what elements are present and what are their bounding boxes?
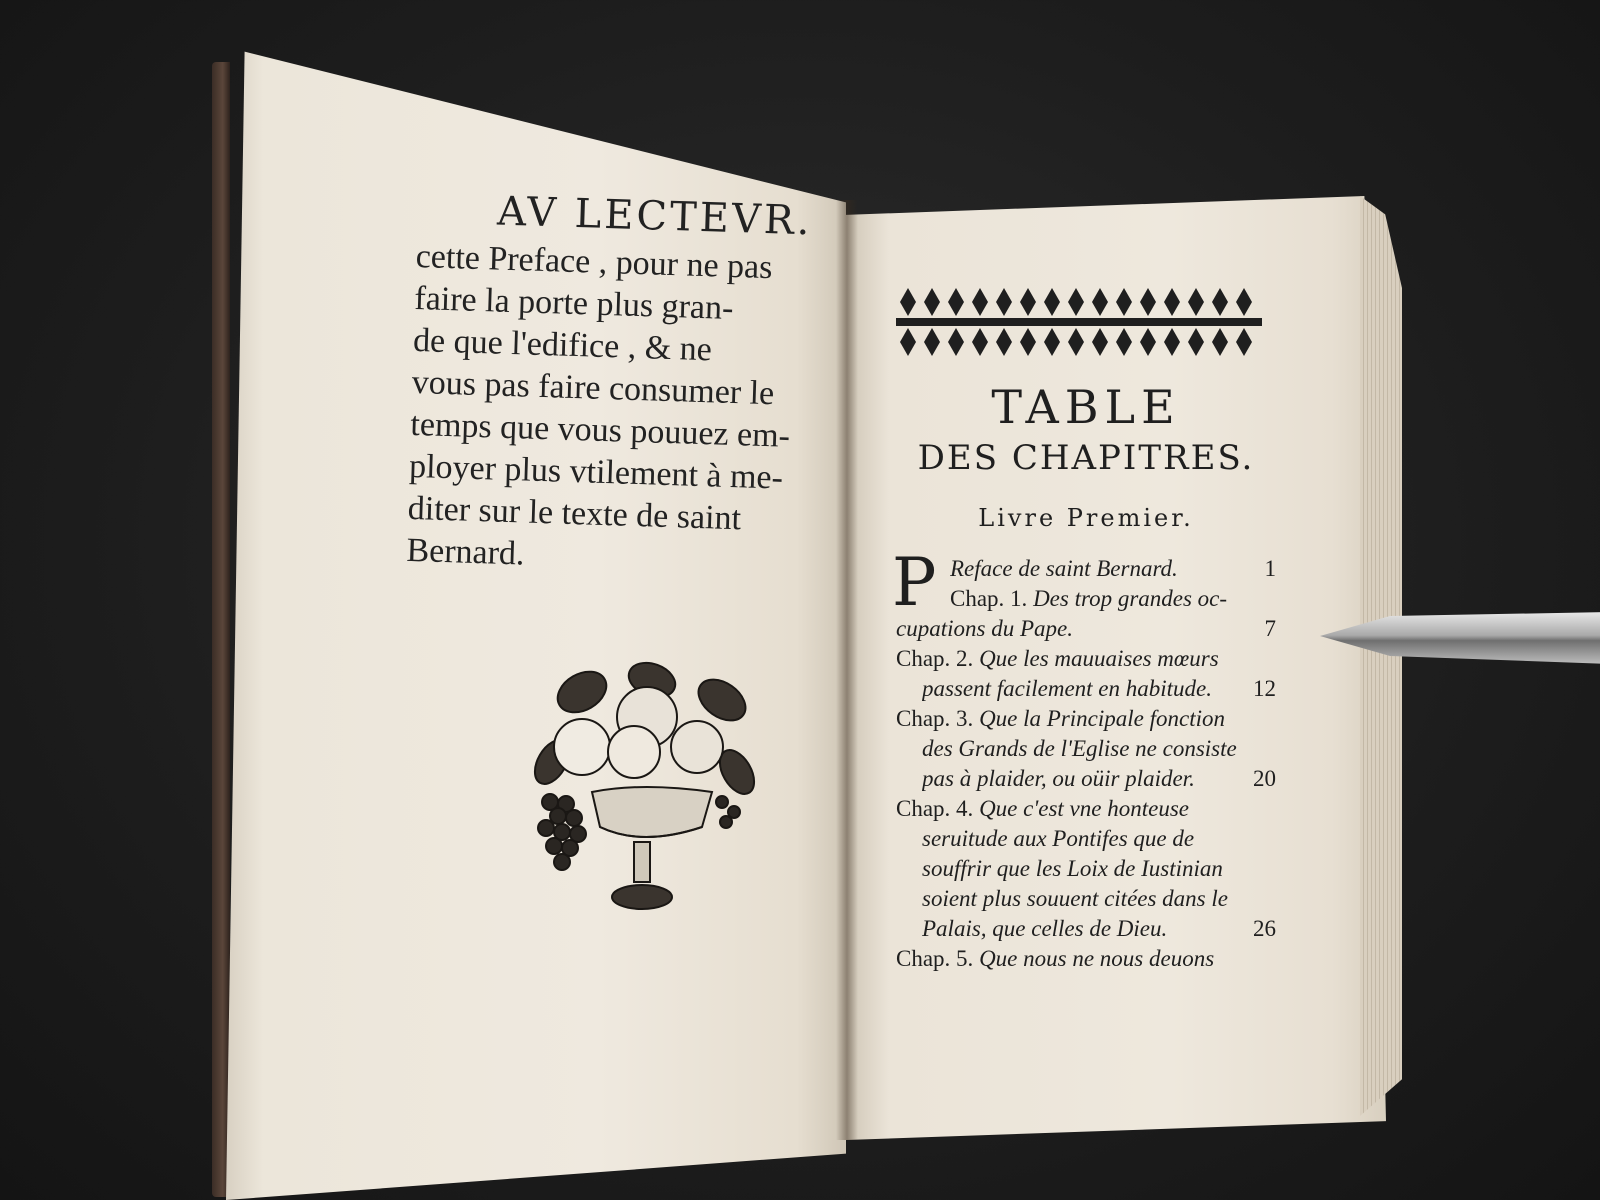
toc-line xyxy=(896,914,1276,944)
left-page-text xyxy=(406,186,818,584)
toc-page xyxy=(1246,854,1276,884)
toc-text: seruitude aux Pontifes que de xyxy=(922,826,1195,851)
toc-line xyxy=(896,944,1276,974)
toc-page: 26 xyxy=(1253,916,1276,941)
table-subtitle: DES CHAPITRES. xyxy=(917,438,1255,478)
toc-text: Que la Principale fonction xyxy=(979,706,1225,731)
toc-text: passent facilement en habitude. xyxy=(922,676,1212,701)
toc-page xyxy=(1246,794,1276,824)
toc-line xyxy=(896,854,1276,884)
toc-text: Reface de saint Bernard. xyxy=(950,556,1178,581)
toc-chapter: Chap. 3. xyxy=(896,706,974,731)
toc-page xyxy=(1246,824,1276,854)
toc-text: Que nous ne nous deuons xyxy=(979,946,1215,971)
text-line: Bernard. xyxy=(405,531,526,573)
toc-line xyxy=(896,644,1276,674)
text-line: diter sur le texte de saint xyxy=(407,489,742,538)
toc-chapter: Chap. 5. xyxy=(896,946,974,971)
toc-text: Que c'est vne honteuse xyxy=(979,796,1189,821)
fruit-basket-woodcut xyxy=(522,652,762,922)
left-page-heading: AV LECTEVR. xyxy=(496,188,814,245)
toc-line xyxy=(896,824,1276,854)
book-gutter xyxy=(836,200,858,1140)
text-line: ployer plus vtilement à me- xyxy=(408,447,784,497)
table-title: TABLE xyxy=(991,380,1181,434)
toc-text: soient plus souuent citées dans le xyxy=(922,886,1228,911)
toc-line xyxy=(896,614,1276,644)
toc-text: cupations du Pape. xyxy=(896,616,1073,641)
toc-chapter: Chap. 4. xyxy=(896,796,974,821)
text-line: cette Preface , pour ne pas xyxy=(415,237,774,287)
table-of-contents xyxy=(892,544,1276,974)
toc-text: des Grands de l'Eglise ne consiste xyxy=(922,736,1237,761)
right-page-text xyxy=(892,282,1276,974)
book-cover-edge xyxy=(212,62,230,1197)
toc-page xyxy=(1246,644,1276,674)
text-line: temps que vous pouuez em- xyxy=(409,405,791,455)
toc-text: Des trop grandes oc- xyxy=(1033,586,1228,611)
toc-page xyxy=(1246,584,1276,614)
toc-page xyxy=(1246,734,1276,764)
toc-line xyxy=(896,794,1276,824)
drop-cap: P xyxy=(892,544,937,621)
toc-text: souffrir que les Loix de Iustinian xyxy=(922,856,1223,881)
toc-text xyxy=(950,584,1246,614)
toc-page xyxy=(1246,704,1276,734)
text-line: vous pas faire consumer le xyxy=(411,363,775,413)
toc-line xyxy=(896,674,1276,704)
text-line: de que l'edifice , & ne xyxy=(412,321,713,369)
toc-chapter: Chap. 1. xyxy=(950,586,1028,611)
toc-page: 1 xyxy=(1264,556,1276,581)
toc-line xyxy=(896,554,1276,584)
toc-line xyxy=(896,884,1276,914)
toc-page: 7 xyxy=(1264,616,1276,641)
metal-pointer xyxy=(1320,612,1600,664)
toc-text: Que les mauuaises mœurs xyxy=(979,646,1219,671)
toc-chapter: Chap. 2. xyxy=(896,646,974,671)
toc-line xyxy=(896,704,1276,734)
toc-page: 12 xyxy=(1253,676,1276,701)
fleuron-headpiece xyxy=(896,282,1262,362)
text-line: faire la porte plus gran- xyxy=(413,279,734,327)
toc-line xyxy=(896,734,1276,764)
toc-text: pas à plaider, ou oüir plaider. xyxy=(922,766,1195,791)
book-label: Livre Premier. xyxy=(978,504,1194,532)
toc-page xyxy=(1246,944,1276,974)
toc-line xyxy=(896,764,1276,794)
toc-page: 20 xyxy=(1253,766,1276,791)
toc-text: Palais, que celles de Dieu. xyxy=(922,916,1168,941)
toc-page xyxy=(1246,884,1276,914)
toc-line xyxy=(896,584,1276,614)
toc-first-entry xyxy=(892,544,1276,621)
